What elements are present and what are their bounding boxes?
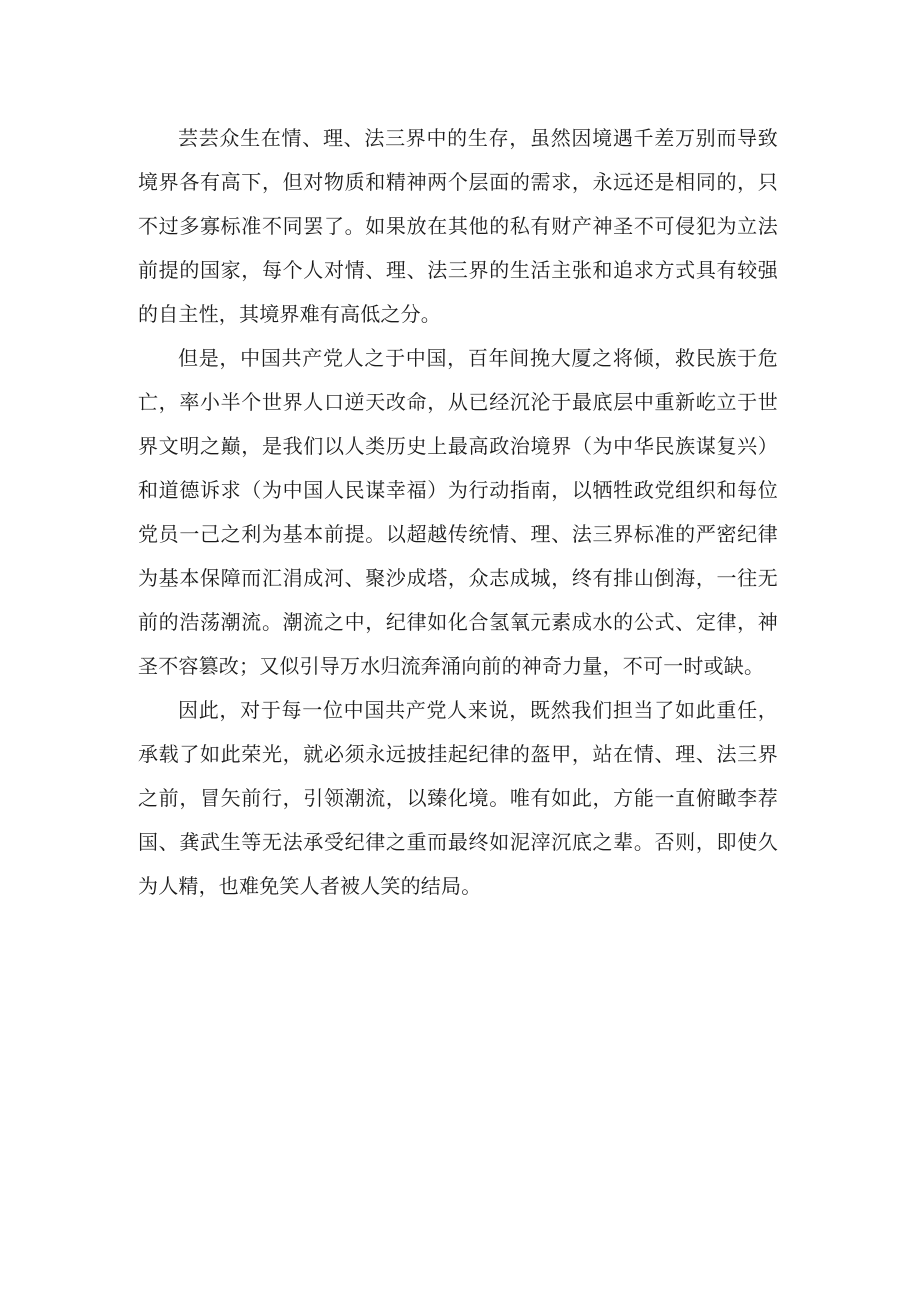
document-body (138, 116, 778, 908)
paragraph-1: 芸芸众生在情、理、法三界中的生存，虽然因境遇千差万别而导致境界各有高下，但对物质和精神两个层面的需求，永远还是相同的，只不过多寡标准不同罢了。如果放在其他的私有财产神圣不可侵犯为立法前提的国家，每个人对情、理、法三界的生活主张和追求方式具有较强的自主性，其境界难有高低之分。 (138, 126, 778, 326)
paragraph-3: 因此，对于每一位中国共产党人来说，既然我们担当了如此重任，承载了如此荣光，就必须永远披挂起纪律的盔甲，站在情、理、法三界之前，冒矢前行，引领潮流，以臻化境。唯有如此，方能一直俯瞰李荐国、龚武生等无法承受纪律之重而最终如泥滓沉底之辈。否则，即使久为人精，也难免笑人者被人笑的结局。 (138, 698, 778, 898)
paragraph-2: 但是，中国共产党人之于中国，百年间挽大厦之将倾，救民族于危亡，率小半个世界人口逆天改命，从已经沉沦于最底层中重新屹立于世界文明之巅，是我们以人类历史上最高政治境界（为中华民族谋复兴）和道德诉求（为中国人民谋幸福）为行动指南，以牺牲政党组织和每位党员一己之利为基本前提。以超越传统情、理、法三界标准的严密纪律为基本保障而汇涓成河、聚沙成塔，众志成城，终有排山倒海，一往无前的浩荡潮流。潮流之中，纪律如化合氢氧元素成水的公式、定律，神圣不容篡改；又似引导万水归流奔涌向前的神奇力量，不可一时或缺。 (138, 346, 778, 678)
